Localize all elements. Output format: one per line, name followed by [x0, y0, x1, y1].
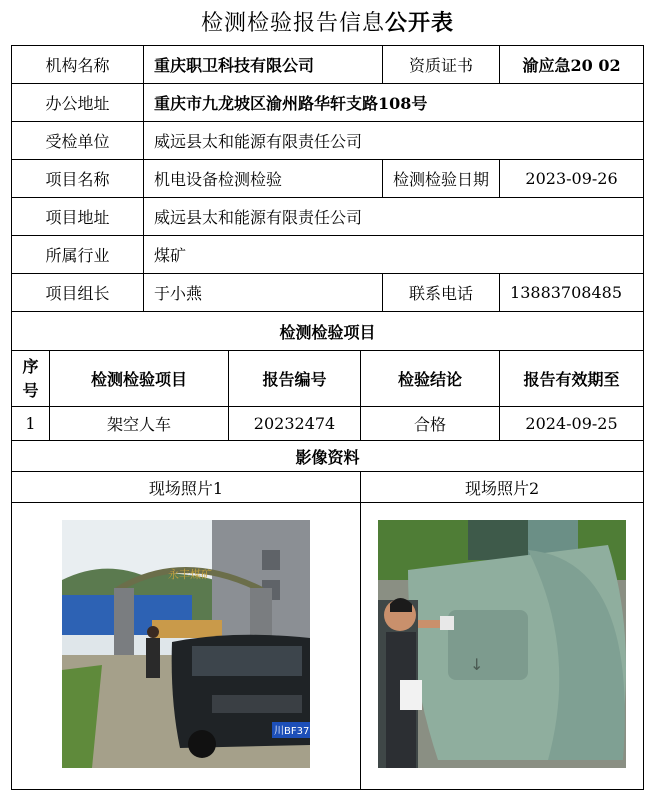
photo2-label: 现场照片2 [361, 472, 644, 503]
license-plate-text: 川BF37 [274, 726, 310, 737]
row-report-no: 20232474 [229, 407, 361, 441]
col-header-valid-until: 报告有效期至 [500, 351, 644, 407]
site-photo-1 [62, 520, 310, 768]
inspection-date-label: 检测检验日期 [383, 160, 500, 198]
project-address-value: 威远县太和能源有限责任公司 [144, 198, 644, 236]
team-leader-label: 项目组长 [12, 274, 144, 312]
row-item: 架空人车 [50, 407, 229, 441]
site-photo-2 [378, 520, 626, 768]
project-name-value: 机电设备检测检验 [144, 160, 383, 198]
industry-value: 煤矿 [144, 236, 644, 274]
machine-marking: ↓ [470, 655, 484, 674]
media-section-heading: 影像资料 [12, 441, 644, 472]
col-header-no [12, 351, 50, 407]
photo1-label: 现场照片1 [12, 472, 361, 503]
address-value: 重庆市九龙坡区渝州路华轩支路108号 [144, 84, 644, 122]
phone-value: 13883708485 [500, 274, 644, 312]
cert-value: 渝应急20 02 [500, 46, 644, 84]
row-valid-until: 2024-09-25 [500, 407, 644, 441]
site-photo-1-image [62, 520, 310, 768]
row-result: 合格 [361, 407, 500, 441]
team-leader-value: 于小燕 [144, 274, 383, 312]
org-name-label: 机构名称 [12, 46, 144, 84]
address-label: 办公地址 [12, 84, 144, 122]
industry-label: 所属行业 [12, 236, 144, 274]
table-row [12, 407, 644, 441]
project-name-label: 项目名称 [12, 160, 144, 198]
row-no: 1 [12, 407, 50, 441]
photo2-cell [361, 503, 644, 790]
inspected-unit-label: 受检单位 [12, 122, 144, 160]
cert-label: 资质证书 [383, 46, 500, 84]
col-header-result: 检验结论 [361, 351, 500, 407]
inspected-unit-value: 威远县太和能源有限责任公司 [144, 122, 644, 160]
inspection-date-value: 2023-09-26 [500, 160, 644, 198]
phone-label: 联系电话 [383, 274, 500, 312]
site-photo-2-image [378, 520, 626, 768]
photo1-cell [12, 503, 361, 790]
info-table [11, 45, 644, 790]
org-name-value: 重庆职卫科技有限公司 [144, 46, 383, 84]
page-title: 检测检验报告信息公开表 [200, 10, 455, 36]
arch-sign-text: 永丰煤矿 [168, 568, 212, 581]
project-address-label: 项目地址 [12, 198, 144, 236]
col-header-no-text: 序号 [22, 356, 39, 400]
items-section-heading: 检测检验项目 [12, 312, 644, 351]
col-header-report-no: 报告编号 [229, 351, 361, 407]
col-header-item: 检测检验项目 [50, 351, 229, 407]
